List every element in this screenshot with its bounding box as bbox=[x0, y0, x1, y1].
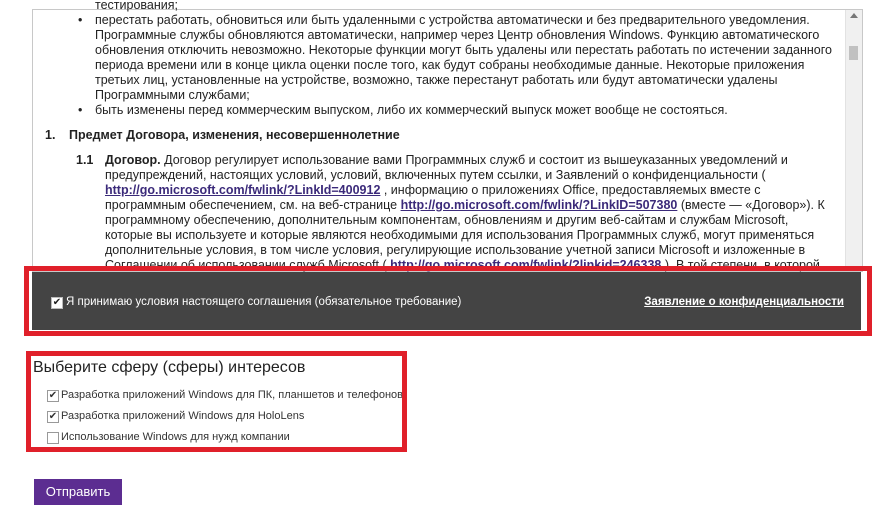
terms-text bbox=[33, 0, 843, 273]
subsection-text: (вместе — «Договор»). К программному обеспечению, дополнительным компонентам, обновлениям и другим веб-сайтам и службам Microsoft, которые вы используете и которые являются необходимыми для использования Программных служб, могут применяться дополнительные условия, в том числе условия, регулирующие использование учетной записи Microsoft и изложенные в Соглашении об использовании служб Microsoft ( bbox=[105, 198, 825, 272]
list-item bbox=[33, 0, 843, 13]
scroll-up-arrow-icon[interactable] bbox=[850, 13, 858, 18]
checkmark-icon: ✔ bbox=[48, 390, 58, 401]
privacy-statement-link[interactable]: http://go.microsoft.com/fwlink/?LinkId=400912 bbox=[105, 183, 381, 197]
terms-scroll-box[interactable] bbox=[32, 0, 863, 272]
interest-label: Использование Windows для нужд компании bbox=[61, 431, 290, 443]
checkmark-icon: ✔ bbox=[52, 297, 62, 308]
subsection bbox=[33, 153, 843, 273]
interest-checkbox[interactable] bbox=[47, 411, 59, 423]
scrollbar[interactable] bbox=[845, 10, 862, 271]
office-apps-link[interactable]: http://go.microsoft.com/fwlink/?LinkID=507380 bbox=[400, 198, 678, 212]
consent-label: Я принимаю условия настоящего соглашения (обязательное требование) bbox=[66, 296, 462, 308]
subsection-text: ). В той степени, в которой bbox=[661, 258, 820, 272]
subsection-title: Договор. bbox=[105, 153, 161, 167]
subsection-text: , информацию о приложениях Office, предоставляемых вместе с программным обеспечением, см. на веб-странице bbox=[105, 183, 761, 212]
section-heading bbox=[33, 128, 843, 143]
interests-heading: Выберите сферу (сферы) интересов bbox=[33, 359, 306, 376]
terms-bullet-text: тестирования; bbox=[95, 0, 178, 12]
interest-checkbox[interactable] bbox=[47, 390, 59, 402]
checkmark-icon: ✔ bbox=[48, 411, 58, 422]
consent-checkbox[interactable] bbox=[51, 297, 63, 309]
interest-label: Разработка приложений Windows для ПК, планшетов и телефонов bbox=[61, 389, 403, 401]
section-number: 1. bbox=[45, 128, 56, 142]
list-item bbox=[33, 103, 843, 118]
interest-checkbox[interactable] bbox=[47, 432, 59, 444]
consent-bar bbox=[32, 272, 861, 330]
subsection-number: 1.1 bbox=[76, 153, 94, 167]
terms-bullet-text: перестать работать, обновиться или быть удаленными с устройства автоматически и без предварительного уведомления. Программные службы обновляются автоматически, например через Центр обновления Windows. Функцию автоматического обновления отключить невозможно. Некоторые функции могут быть удалены или перестать работать по истечении заданного периода времени или в конце цикла оценки после того, как будут собраны необходимые данные. Некоторые приложения третьих лиц, установленные на устройстве, возможно, также перестанут работать или будут автоматически удалены Программными службами; bbox=[95, 13, 832, 102]
services-agreement-link[interactable]: http://go.microsoft.com/fwlink/?linkid=246338 bbox=[390, 258, 662, 272]
privacy-statement-link[interactable]: Заявление о конфиденциальности bbox=[644, 296, 844, 308]
terms-bullet-text: быть изменены перед коммерческим выпуском, либо их коммерческий выпуск может вообще не состояться. bbox=[95, 103, 728, 117]
list-item bbox=[33, 13, 843, 103]
subsection-text: Договор регулирует использование вами Программных служб и состоит из вышеуказанных уведомлений и предупреждений, настоящих условий, условий, включенных путем ссылки, и Заявлений о конфиденциальности ( bbox=[105, 153, 788, 182]
interest-label: Разработка приложений Windows для HoloLens bbox=[61, 410, 305, 422]
section-title: Предмет Договора, изменения, несовершеннолетние bbox=[69, 128, 400, 142]
submit-button[interactable]: Отправить bbox=[34, 479, 122, 505]
bullet-glyph: • bbox=[78, 13, 83, 27]
bullet-glyph: • bbox=[78, 103, 83, 117]
scroll-thumb[interactable] bbox=[849, 46, 858, 60]
